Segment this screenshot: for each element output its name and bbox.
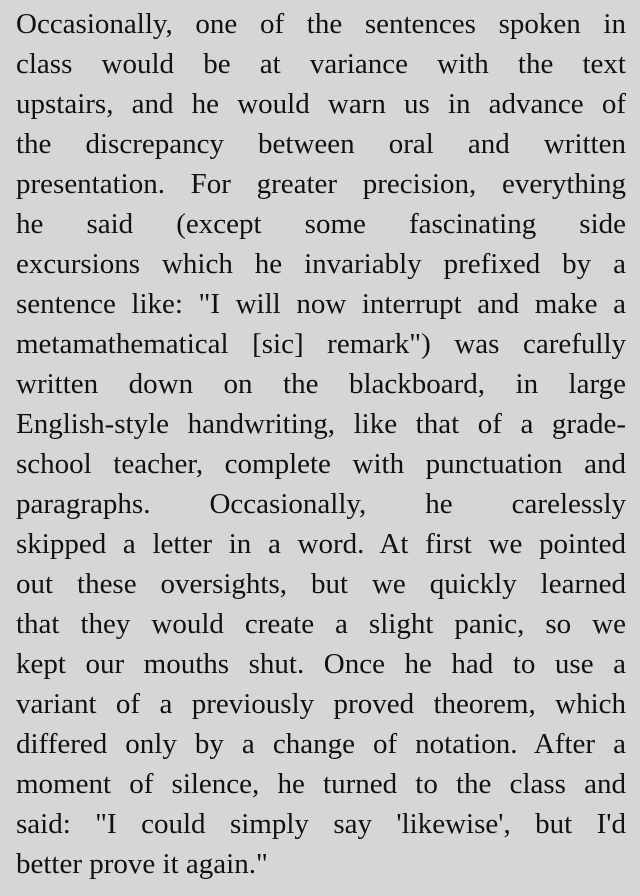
paragraph-line-1: Occasionally, one of the sentences spoken in [16,8,626,40]
paragraph-line-15: out these oversights, but we quickly learned [16,568,626,600]
paragraph-line-5: presentation. For greater precision, everything [16,168,626,200]
paragraph-line-21: said: "I could simply say 'likewise', but I'd [16,808,626,840]
paragraph-line-18: variant of a previously proved theorem, which [16,688,626,720]
paragraph-line-8: sentence like: "I will now interrupt and make a [16,288,626,320]
paragraph-line-14: skipped a letter in a word. At first we pointed [16,528,626,560]
paragraph-line-12: school teacher, complete with punctuation and [16,448,626,480]
paragraph-line-22: better prove it again." [16,848,268,880]
paragraph-line-19: differed only by a change of notation. After a [16,728,626,760]
paragraph-line-9: metamathematical [sic] remark") was carefully [16,328,626,360]
paragraph-line-11: English-style handwriting, like that of a grade- [16,408,626,440]
paragraph-line-10: written down on the blackboard, in large [16,368,626,400]
body-paragraph [16,4,626,884]
paragraph-line-16: that they would create a slight panic, so we [16,608,626,640]
paragraph-line-2: class would be at variance with the text [16,48,626,80]
paragraph-line-17: kept our mouths shut. Once he had to use a [16,648,626,680]
paragraph-line-7: excursions which he invariably prefixed by a [16,248,626,280]
paragraph-line-4: the discrepancy between oral and written [16,128,626,160]
paragraph-line-3: upstairs, and he would warn us in advance of [16,88,626,120]
paragraph-line-13: paragraphs. Occasionally, he carelessly [16,488,626,520]
paragraph-line-6: he said (except some fascinating side [16,208,626,240]
paragraph-line-20: moment of silence, he turned to the class and [16,768,626,800]
